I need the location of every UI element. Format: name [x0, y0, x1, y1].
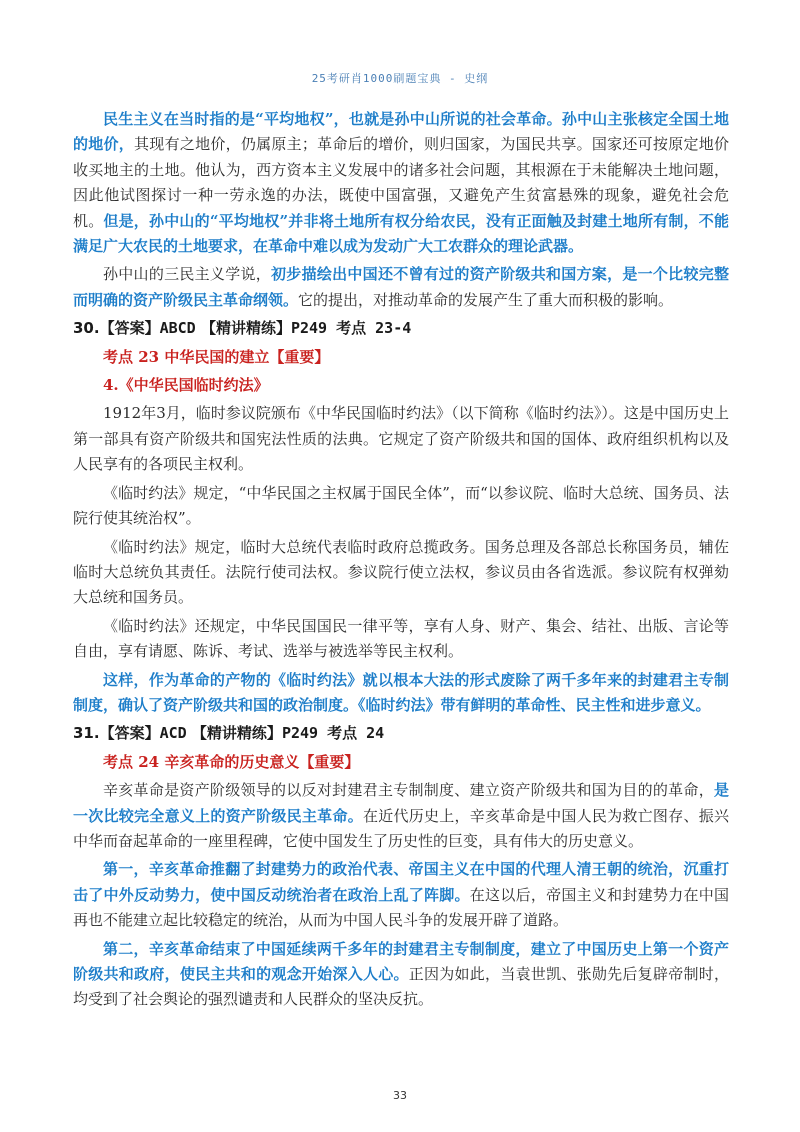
- highlight-text: 但是，孙中山的“平均地权”并非将土地所有权分给农民，没有正面触及封建土地所有制，不能满足广大农民的土地要求，在革命中难以成为发动广大工农群众的理论武器。: [73, 211, 729, 256]
- answer-value: ABCD: [159, 319, 196, 338]
- question-number: 30.: [73, 319, 100, 338]
- body-text: 它的提出，对推动革命的发展产生了重大而积极的影响。: [298, 290, 674, 309]
- body-text: 孙中山的三民主义学说，: [103, 265, 272, 284]
- paragraph-significance: 这样，作为革命的产物的《临时约法》就以根本大法的形式废除了两千多年来的封建君主专制制度，确认了资产阶级共和国的政治制度。《临时约法》带有鲜明的革命性、民主性和进步意义。: [73, 670, 729, 714]
- paragraph-president: 《临时约法》规定，临时大总统代表临时政府总揽政务。国务总理及各部总长称国务员，辅佐临时大总统负其责任。法院行使司法权。参议院行使立法权，参议员由各省选派。参议院有权弹劾大总统和国务员。: [73, 537, 729, 607]
- highlight-text: 是一次比较完全意义上的资产阶级民主革命。: [73, 781, 729, 825]
- kaodian-24-heading: [73, 750, 729, 775]
- answer-value: ACD: [159, 724, 187, 743]
- highlight-text: 民生主义在当时指的是“平均地权”，也就是孙中山所说的社会革命。孙中山主张核定全国土地的地价，: [73, 110, 729, 154]
- kaodian-23-heading: [73, 345, 729, 370]
- body-text: 在这以后，帝国主义和封建势力在中国再也不能建立起比较稳定的统治，从而为中国人民斗争的发展开辟了道路。: [73, 885, 729, 930]
- reference-label: 【精讲精练】: [191, 724, 282, 743]
- answer-label: 【答案】: [99, 724, 160, 743]
- reference-value: P249 考点 23-4: [290, 319, 412, 338]
- answer-30: [73, 316, 729, 341]
- answer-31: [73, 721, 729, 746]
- body-text: 其现有之地价，仍属原主；革命后的增价，则归国家，为国民共享。国家还可按原定地价收买地主的土地。他认为，西方资本主义发展中的诸多社会问题，其根源在于未能解决土地问题，因此他试图探讨一种一劳永逸的办法，既使中国富强，又避免产生贫富悬殊的现象，避免社会危机。: [73, 135, 729, 230]
- reference-value: P249 考点 24: [281, 724, 385, 743]
- answer-label: 【答案】: [99, 319, 160, 338]
- reference-label: 【精讲精练】: [200, 319, 291, 338]
- heading-title: 考点 24 辛亥革命的历史意义: [103, 752, 300, 771]
- document-body: [73, 107, 729, 1016]
- question-number: 31.: [73, 724, 100, 743]
- heading-title: 考点 23 中华民国的建立: [103, 347, 270, 366]
- page-header: 25考研肖1000刷题宝典 - 史纲: [311, 72, 489, 85]
- body-text: 正因为如此，当袁世凯、张勋先后复辟帝制时，均受到了社会舆论的强烈谴责和人民群众的坚决反抗。: [73, 965, 729, 1009]
- paragraph-sovereignty: 《临时约法》规定，“中华民国之主权属于国民全体”，而“以参议院、临时大总统、国务员、法院行使其统治权”。: [73, 483, 729, 528]
- body-text: 辛亥革命是资产阶级领导的以反对封建君主专制制度、建立资产阶级共和国为目的的革命，: [103, 781, 714, 800]
- highlight-text: 第一，辛亥革命推翻了封建势力的政治代表、帝国主义在中国的代理人清王朝的统治，沉重打击了中外反动势力，使中国反动统治者在政治上乱了阵脚。: [73, 860, 729, 904]
- paragraph-rights: 《临时约法》还规定，中华民国国民一律平等，享有人身、财产、集会、结社、出版、言论等自由，享有请愿、陈诉、考试、选举与被选举等民主权利。: [73, 616, 729, 661]
- paragraph-san-min: [73, 262, 729, 313]
- paragraph-min-sheng: [73, 107, 729, 259]
- page-number: 33: [393, 1089, 407, 1102]
- paragraph-first: [73, 857, 729, 933]
- paragraph-xinhai: [73, 778, 729, 854]
- importance-tag: 【重要】: [269, 347, 330, 366]
- subsection-4-heading: 4.《中华民国临时约法》: [103, 376, 269, 395]
- importance-tag: 【重要】: [299, 752, 360, 771]
- highlight-text: 初步描绘出中国还不曾有过的资产阶级共和国方案，是一个比较完整而明确的资产阶级民主革命纲领。: [73, 265, 729, 309]
- paragraph-second: [73, 937, 729, 1013]
- paragraph-1912: 1912年3月，临时参议院颁布《中华民国临时约法》（以下简称《临时约法》）。这是中国历史上第一部具有资产阶级共和国宪法性质的法典。它规定了资产阶级共和国的国体、政府组织机构以及人民享有的各项民主权利。: [73, 404, 729, 474]
- body-text: 在近代历史上，辛亥革命是中国人民为救亡图存、振兴中华而奋起革命的一座里程碑，它使中国发生了历史性的巨变，具有伟大的历史意义。: [73, 806, 729, 850]
- highlight-text: 第二，辛亥革命结束了中国延续两千多年的封建君主专制制度，建立了中国历史上第一个资产阶级共和政府，使民主共和的观念开始深入人心。: [73, 939, 729, 983]
